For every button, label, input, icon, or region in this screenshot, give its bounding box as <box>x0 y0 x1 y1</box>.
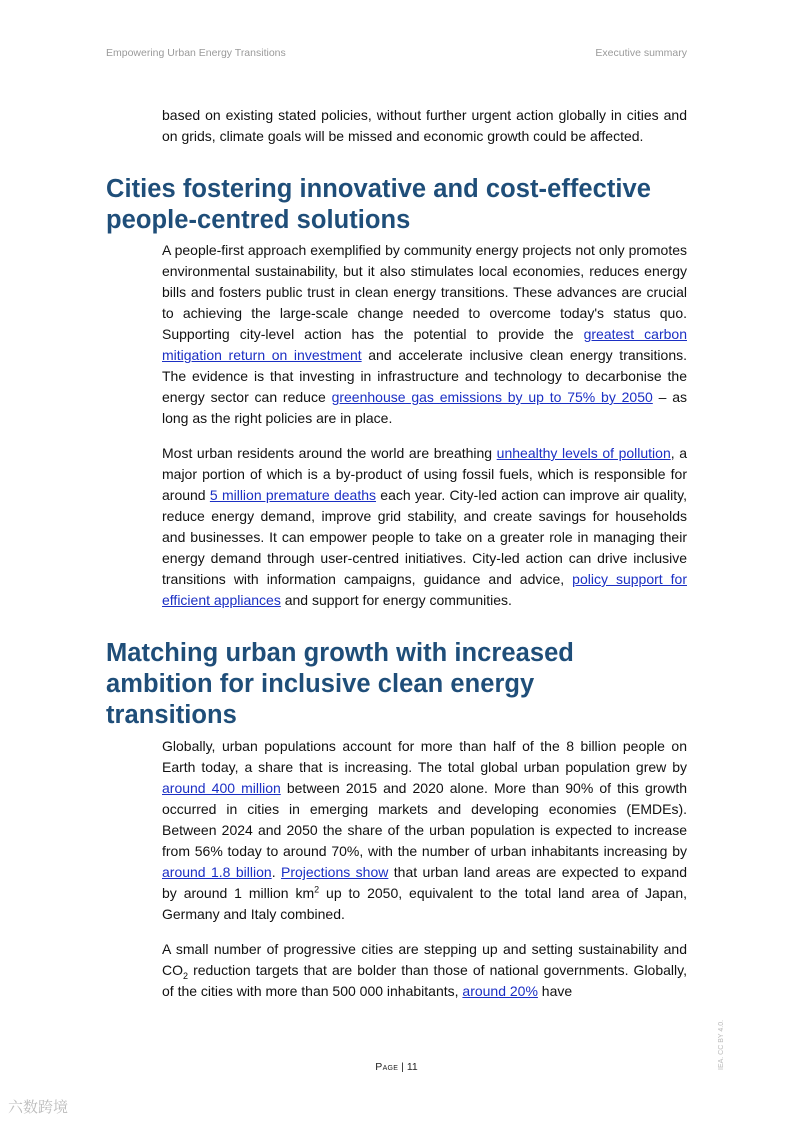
link-efficient-appliances[interactable]: policy support for efficient appliances <box>162 571 687 608</box>
paragraph-people-first: A people-first approach exemplified by community energy projects not only promotes environmental sustainability, but it also stimulates local economies, reduces energy bills and fosters public trust in clean energy transitions. These advances are crucial to achieving the large-scale change needed to overcome today's status quo. Supporting city-level action has the potential to provide the greatest carbon mitigation return on investment and accelerate inclusive clean energy transitions. The evidence is that investing in infrastructure and technology to decarbonise the energy sector can reduce greenhouse gas emissions by up to 75% by 2050 – as long as the right policies are in place. <box>162 242 687 426</box>
section-heading-cities: Cities fostering innovative and cost-effective people-centred solutions <box>106 175 652 234</box>
paragraph-intro: based on existing stated policies, without further urgent action globally in cities and on grids, climate goals will be missed and economic growth could be affected. <box>162 107 687 144</box>
link-premature-deaths[interactable]: 5 million premature deaths <box>209 487 377 503</box>
link-1-8-billion[interactable]: around 1.8 billion <box>162 864 272 880</box>
link-unhealthy-pollution[interactable]: unhealthy levels of pollution <box>496 445 671 461</box>
paragraph-pollution: Most urban residents around the world are breathing unhealthy levels of pollution, a major portion of which is a by-product of using fossil fuels, which is responsible for around 5 million premature deaths each year. City-led action can improve air quality, reduce energy demand, improve grid stability, and create savings for households and businesses. It can empower people to take on a greater role in managing their energy demand through user-centred initiatives. City-led action can drive inclusive transitions with information campaigns, guidance and advice, policy support for efficient appliances and support for energy communities. <box>162 445 687 608</box>
link-ghg-emissions[interactable]: greenhouse gas emissions by up to 75% by 2050 <box>331 389 653 405</box>
page-footer: Page | 11 <box>375 1061 418 1073</box>
link-projections-show[interactable]: Projections show <box>281 864 389 880</box>
running-header-section: Executive summary <box>595 47 687 59</box>
running-header-title: Empowering Urban Energy Transitions <box>106 47 286 59</box>
section-heading-urban-growth: Matching urban growth with increased ambition for inclusive clean energy transitions <box>106 639 574 729</box>
paragraph-progressive-cities: A small number of progressive cities are stepping up and setting sustainability and $CO_2$ reduction targets that are bolder than those of national governments. Globally, of the cities with more than 500 000 inhabitants, around 20% have <box>162 941 687 999</box>
link-around-20-percent[interactable]: around 20% <box>462 983 538 999</box>
page-number: 11 <box>406 1061 418 1073</box>
watermark-logo: 六数跨境 <box>8 1098 69 1116</box>
page-label: Page <box>375 1061 399 1073</box>
link-400-million[interactable]: around 400 million <box>162 780 281 796</box>
link-carbon-mitigation[interactable]: greatest carbon mitigation return on investment <box>162 326 687 363</box>
paragraph-urban-population: Globally, urban populations account for more than half of the 8 billion people on Earth today, a share that is increasing. The total global urban population grew by around 400 million between 2015 and 2020 alone. More than 90% of this growth occurred in cities in emerging markets and developing economies (EMDEs). Between 2024 and 2050 the share of the urban population is expected to increase from 56% today to around 70%, with the number of urban inhabitants increasing by around 1.8 billion. Projections show that urban land areas are expected to expand by around 1 million $km^2$ up to 2050, equivalent to the total land area of Japan, Germany and Italy combined. <box>162 738 687 922</box>
license-note: IEA. CC BY 4.0. <box>718 1019 725 1070</box>
